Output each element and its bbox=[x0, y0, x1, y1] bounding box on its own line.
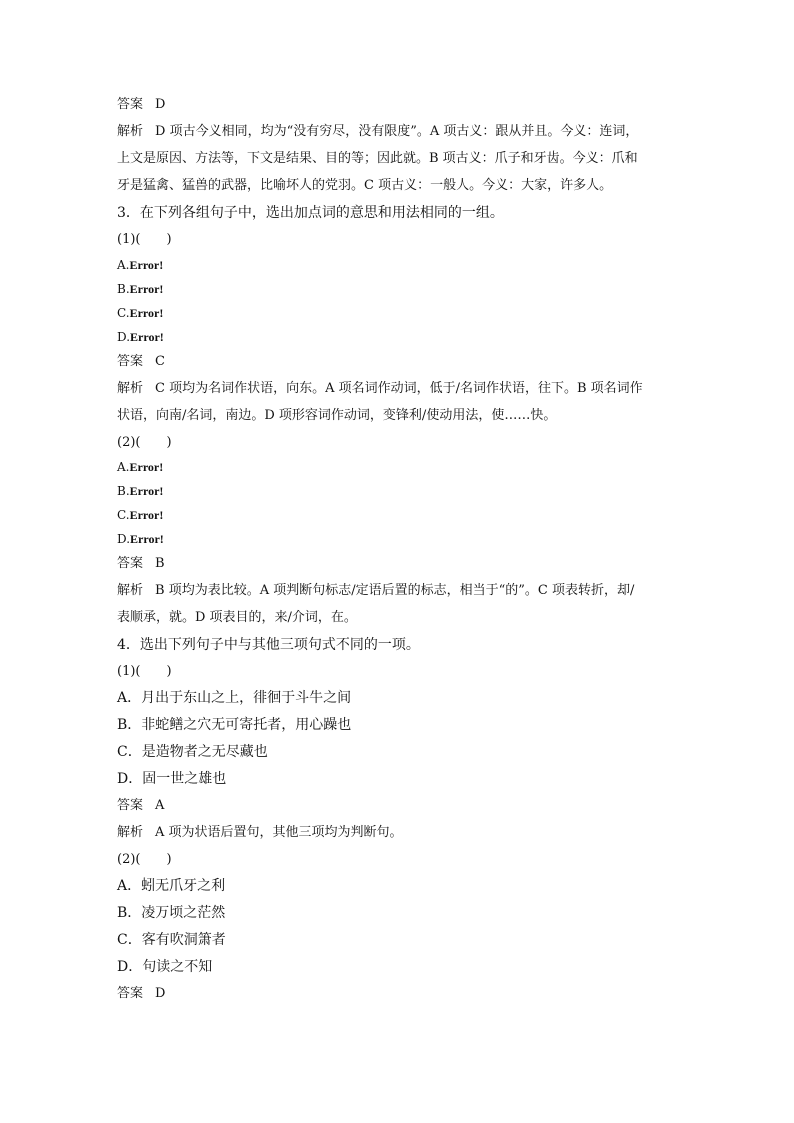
explanation-text: B 项均为表比较。A 项判断句标志/定语后置的标志，相当于“的”。C 项表转折，却/ bbox=[155, 583, 635, 598]
option-letter: B. bbox=[117, 282, 130, 296]
option-b bbox=[117, 480, 683, 502]
explanation-text: A 项为状语后置句，其他三项均为判断句。 bbox=[155, 825, 403, 840]
explanation-line: 牙是猛禽、猛兽的武器，比喻坏人的党羽。C 项古义：一般人。今义：大家，许多人。 bbox=[117, 178, 613, 193]
option-letter: A. bbox=[117, 258, 130, 272]
answer-label: 答案 bbox=[117, 97, 144, 112]
explanation-line: 状语，向南/名词，南边。D 项形容词作动词，变锋利/使动用法，使……快。 bbox=[117, 408, 557, 423]
answer-value: A bbox=[155, 798, 165, 813]
error-text: Error! bbox=[130, 330, 164, 344]
answer-label: 答案 bbox=[117, 986, 144, 1001]
option-letter: B. bbox=[117, 484, 130, 498]
option-c: C．客有吹洞箫者 bbox=[117, 932, 226, 948]
option-letter: D. bbox=[117, 532, 131, 546]
option-b: B．凌万顷之茫然 bbox=[117, 905, 226, 921]
error-text: Error! bbox=[129, 508, 164, 522]
option-d bbox=[117, 528, 683, 550]
subquestion-number: (1)( ) bbox=[117, 664, 172, 679]
answer-label: 答案 bbox=[117, 556, 144, 571]
explanation-line bbox=[117, 580, 683, 602]
option-a: A．蚓无爪牙之利 bbox=[117, 878, 226, 894]
error-text: Error! bbox=[129, 282, 164, 296]
option-a bbox=[117, 456, 683, 478]
explanation-line bbox=[117, 378, 683, 400]
explanation-line: 上文是原因、方法等，下文是结果、目的等；因此就。B 项古义：爪子和牙齿。今义：爪和 bbox=[117, 151, 638, 166]
subquestion-number: (2)( ) bbox=[117, 852, 172, 867]
error-text: Error! bbox=[129, 484, 164, 498]
error-text: Error! bbox=[130, 532, 164, 546]
answer-label: 答案 bbox=[117, 354, 144, 369]
answer-line bbox=[117, 983, 683, 1005]
answer-line bbox=[117, 351, 683, 373]
answer-value: D bbox=[155, 97, 166, 112]
explanation-label: 解析 bbox=[117, 825, 144, 840]
error-text: Error! bbox=[129, 460, 164, 474]
subquestion-number: (2)( ) bbox=[117, 435, 172, 450]
option-c bbox=[117, 302, 683, 324]
explanation-line: 表顺承，就。D 项表目的，来/介词，在。 bbox=[117, 610, 357, 625]
answer-label: 答案 bbox=[117, 798, 144, 813]
option-letter: D. bbox=[117, 330, 131, 344]
option-c: C．是造物者之无尽藏也 bbox=[117, 744, 268, 760]
answer-line bbox=[117, 94, 683, 116]
error-text: Error! bbox=[129, 258, 164, 272]
option-b: B．非蛇鳝之穴无可寄托者，用心躁也 bbox=[117, 717, 352, 733]
option-letter: A. bbox=[117, 460, 130, 474]
option-d: D．句读之不知 bbox=[117, 959, 213, 975]
error-text: Error! bbox=[129, 306, 164, 320]
explanation-label: 解析 bbox=[117, 381, 144, 396]
explanation-label: 解析 bbox=[117, 124, 144, 139]
explanation-text: D 项古今义相同，均为“没有穷尽，没有限度”。A 项古义：跟从并且。今义：连词， bbox=[155, 124, 639, 139]
answer-line bbox=[117, 795, 683, 817]
question-heading: 3．在下列各组句子中，选出加点词的意思和用法相同的一组。 bbox=[117, 205, 504, 221]
option-letter: C. bbox=[117, 508, 130, 522]
explanation-label: 解析 bbox=[117, 583, 144, 598]
question-heading: 4．选出下列句子中与其他三项句式不同的一项。 bbox=[117, 637, 420, 653]
subquestion-number: (1)( ) bbox=[117, 232, 172, 247]
option-letter: C. bbox=[117, 306, 130, 320]
answer-value: B bbox=[155, 556, 165, 571]
explanation-line bbox=[117, 121, 683, 143]
option-d: D．固一世之雄也 bbox=[117, 771, 227, 787]
explanation-line bbox=[117, 822, 683, 844]
answer-line bbox=[117, 553, 683, 575]
option-d bbox=[117, 326, 683, 348]
answer-value: C bbox=[155, 354, 165, 369]
option-a bbox=[117, 254, 683, 276]
explanation-text: C 项均为名词作状语，向东。A 项名词作动词，低于/名词作状语，往下。B 项名词作 bbox=[155, 381, 643, 396]
option-a: A．月出于东山之上，徘徊于斗牛之间 bbox=[117, 690, 352, 706]
option-b bbox=[117, 278, 683, 300]
option-c bbox=[117, 504, 683, 526]
answer-value: D bbox=[155, 986, 166, 1001]
